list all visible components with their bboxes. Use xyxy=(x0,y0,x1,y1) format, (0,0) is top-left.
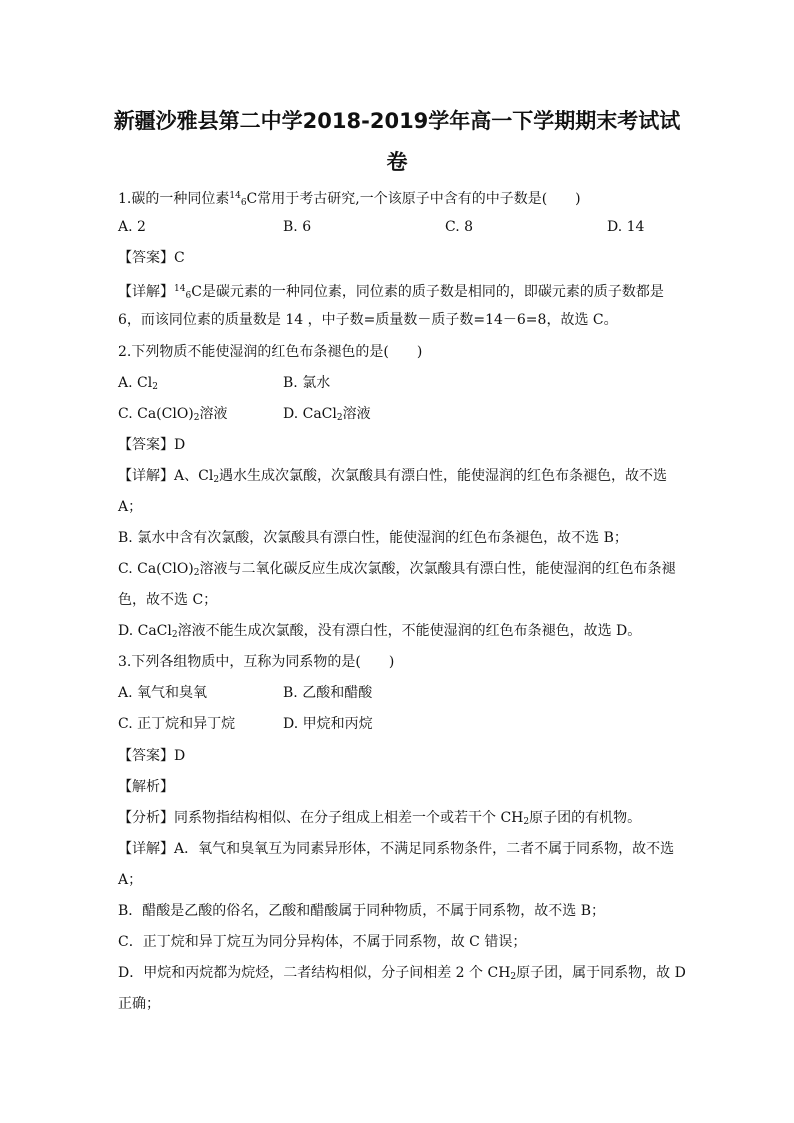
subscript: 2 xyxy=(510,972,517,982)
q3-detail-text: 原子团，属于同系物，故 D xyxy=(516,965,686,981)
q2-option-d-text: D. CaCl xyxy=(283,406,337,422)
q2-detail-text: 溶液与二氧化碳反应生成次氯酸，次氯酸具有漂白性，能使湿润的红色布条褪 xyxy=(199,561,676,577)
q1-option-d: D. 14 xyxy=(607,219,645,235)
q2-answer: 【答案】D xyxy=(118,437,186,453)
q2-detail-line4 xyxy=(118,559,676,583)
q2-detail-text: D. CaCl xyxy=(118,623,172,639)
subscript: 2 xyxy=(193,413,200,423)
exam-title-line1: 新疆沙雅县第二中学2018-2019学年高一下学期期末考试试 xyxy=(113,109,681,133)
q3-detail-line6: 正确； xyxy=(118,996,160,1012)
subscript: 2 xyxy=(171,630,178,640)
q1-detail-line1 xyxy=(118,279,664,306)
isotope-mass-number: 14 xyxy=(174,284,186,294)
q2-detail-line1 xyxy=(118,466,667,490)
q3-option-a: A. 氧气和臭氧 xyxy=(118,685,208,701)
q3-detail-line3: B．醋酸是乙酸的俗名，乙酸和醋酸属于同种物质，不属于同系物，故不选 B； xyxy=(118,903,606,919)
q3-option-b: B. 乙酸和醋酸 xyxy=(283,685,373,701)
q2-detail-text: 遇水生成次氯酸，次氯酸具有漂白性，能使湿润的红色布条褪色，故不选 xyxy=(219,468,668,484)
subscript: 2 xyxy=(523,817,530,827)
q1-stem-part1: 1.碳的一种同位素 xyxy=(118,191,230,207)
q1-option-c: C. 8 xyxy=(445,219,474,235)
q3-analysis-label: 【解析】 xyxy=(118,779,174,795)
q3-detail-line5 xyxy=(118,963,686,987)
subscript: 2 xyxy=(193,568,200,578)
q2-option-a-text: A. Cl xyxy=(118,375,153,391)
exam-title-line2: 卷 xyxy=(386,150,408,174)
q1-detail-line2: 6，而该同位素的质量数是 14 ，中子数=质量数－质子数=14－6=8，故选 C。 xyxy=(118,312,618,328)
isotope-mass-number: 14 xyxy=(229,191,241,201)
q2-option-c xyxy=(118,404,228,428)
q2-detail-text: C. Ca(ClO) xyxy=(118,561,194,577)
q3-option-d: D. 甲烷和丙烷 xyxy=(283,716,373,732)
subscript: 2 xyxy=(213,475,220,485)
q2-option-c-suffix: 溶液 xyxy=(199,406,228,422)
q2-detail-line5: 色，故不选 C； xyxy=(118,592,218,608)
isotope-atomic-number: 6 xyxy=(240,198,247,208)
q3-fenxi xyxy=(118,808,641,832)
q1-option-a: A. 2 xyxy=(118,219,146,235)
q2-option-c-text: C. Ca(ClO) xyxy=(118,406,194,422)
q3-detail-text: D．甲烷和丙烷都为烷烃，二者结构相似，分子间相差 2 个 CH xyxy=(118,965,511,981)
q3-detail-line2: A； xyxy=(118,872,143,888)
q2-stem: 2.下列物质不能使湿润的红色布条褪色的是( ) xyxy=(118,344,423,360)
q1-option-b: B. 6 xyxy=(283,219,312,235)
q2-option-b: B. 氯水 xyxy=(283,375,331,391)
detail-label: 【详解】 xyxy=(118,284,174,300)
q3-answer: 【答案】D xyxy=(118,748,186,764)
q2-option-d xyxy=(283,404,371,428)
q3-stem: 3.下列各组物质中，互称为同系物的是( ) xyxy=(118,654,395,670)
q3-detail-line4: C．正丁烷和异丁烷互为同分异构体，不属于同系物，故 C 错误； xyxy=(118,934,527,950)
q3-option-c: C. 正丁烷和异丁烷 xyxy=(118,716,236,732)
isotope-atomic-number: 6 xyxy=(185,291,192,301)
q2-detail-line6 xyxy=(118,621,641,645)
q2-detail-text: 溶液不能生成次氯酸，没有漂白性，不能使湿润的红色布条褪色，故选 D。 xyxy=(177,623,642,639)
subscript: 2 xyxy=(336,413,343,423)
q1-detail-text: C是碳元素的一种同位素，同位素的质子数是相同的，即碳元素的质子数都是 xyxy=(191,284,664,300)
q2-option-d-suffix: 溶液 xyxy=(342,406,371,422)
q3-detail-line1: 【详解】A．氧气和臭氧互为同素异形体，不满足同系物条件，二者不属于同系物，故不选 xyxy=(118,841,675,857)
q2-option-a xyxy=(118,373,158,397)
q3-fenxi-text: 原子团的有机物。 xyxy=(529,810,642,826)
q1-stem-part2: C常用于考古研究,一个该原子中含有的中子数是( ) xyxy=(246,191,581,207)
q1-answer: 【答案】C xyxy=(118,250,185,266)
q3-fenxi-text: 【分析】同系物指结构相似、在分子组成上相差一个或若干个 CH xyxy=(118,810,524,826)
subscript: 2 xyxy=(152,382,158,392)
q2-detail-line2: A； xyxy=(118,499,143,515)
q1-stem xyxy=(118,186,581,213)
q2-detail-text: 【详解】A、Cl xyxy=(118,468,214,484)
q2-detail-line3: B. 氯水中含有次氯酸，次氯酸具有漂白性，能使湿润的红色布条褪色，故不选 B； xyxy=(118,530,628,546)
